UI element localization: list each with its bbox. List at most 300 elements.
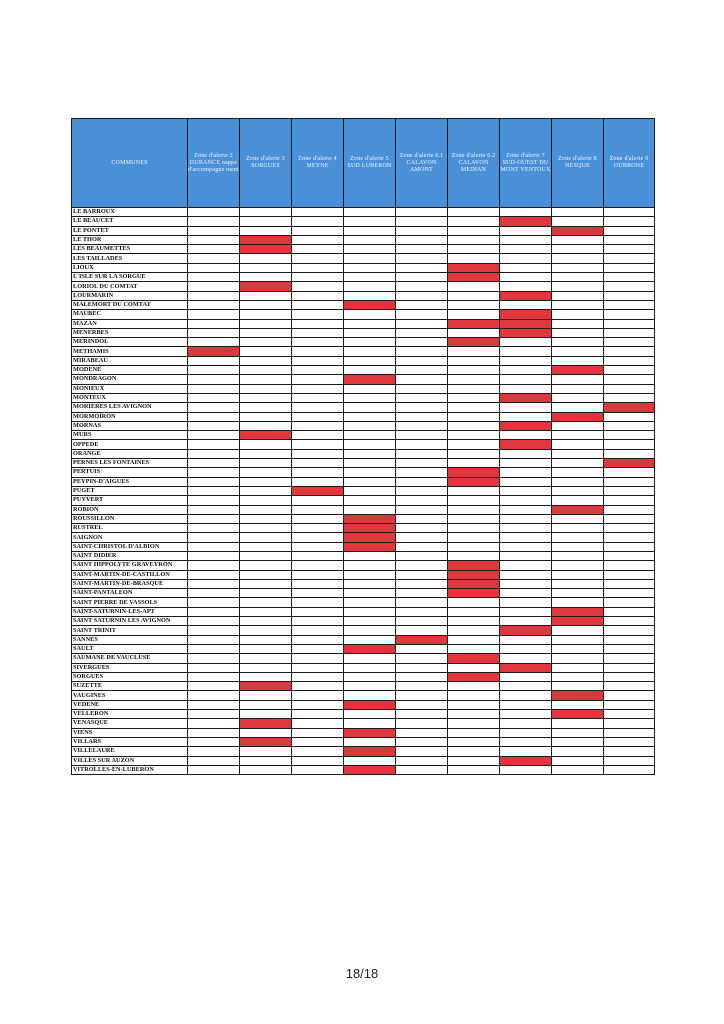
commune-name: MORIERES LES AVIGNON: [72, 403, 188, 412]
alert-cell-zone-2: [188, 310, 240, 319]
table-row: [72, 217, 655, 226]
alert-cell-zone-4: [292, 682, 344, 691]
alert-cell-zone-8: [552, 254, 604, 263]
alert-cell-zone-6-1: [396, 254, 448, 263]
alert-cell-zone-2: [188, 328, 240, 337]
alert-cell-zone-3: [240, 291, 292, 300]
commune-name: SAULT: [72, 644, 188, 653]
alert-cell-zone-7: [500, 356, 552, 365]
commune-name: MONIEUX: [72, 384, 188, 393]
alert-cell-zone-6-1: [396, 366, 448, 375]
alert-cell-zone-3: [240, 598, 292, 607]
alert-cell-zone-4: [292, 449, 344, 458]
alert-cell-zone-9: [604, 728, 655, 737]
alert-cell-zone-5: [344, 226, 396, 235]
alert-cell-zone-3: [240, 459, 292, 468]
alert-cell-zone-8: [552, 356, 604, 365]
alert-cell-marked-zone-8: [552, 412, 604, 421]
alert-cell-zone-4: [292, 691, 344, 700]
alert-cell-zone-4: [292, 710, 344, 719]
alert-cell-zone-9: [604, 691, 655, 700]
alert-cell-zone-3: [240, 617, 292, 626]
alert-cell-zone-9: [604, 617, 655, 626]
alert-cell-marked-zone-9: [604, 403, 655, 412]
alert-cell-zone-7: [500, 654, 552, 663]
alert-cell-zone-6-2: [448, 459, 500, 468]
alert-cell-zone-8: [552, 235, 604, 244]
alert-cell-zone-6-1: [396, 747, 448, 756]
alert-cell-zone-7: [500, 412, 552, 421]
table-row: [72, 551, 655, 560]
alert-cell-zone-2: [188, 356, 240, 365]
alert-cell-zone-6-1: [396, 728, 448, 737]
alert-cell-zone-9: [604, 384, 655, 393]
alert-cell-zone-7: [500, 459, 552, 468]
alert-cell-zone-6-1: [396, 691, 448, 700]
alert-cell-zone-6-1: [396, 654, 448, 663]
alert-cell-zone-2: [188, 756, 240, 765]
alert-cell-zone-3: [240, 328, 292, 337]
alert-cell-zone-6-1: [396, 644, 448, 653]
alert-cell-zone-2: [188, 245, 240, 254]
alert-cell-zone-6-1: [396, 514, 448, 523]
alert-cell-zone-2: [188, 319, 240, 328]
table-row: [72, 765, 655, 774]
commune-name: SUZETTE: [72, 682, 188, 691]
alert-cell-zone-4: [292, 235, 344, 244]
alert-cell-zone-8: [552, 310, 604, 319]
alert-cell-zone-5: [344, 570, 396, 579]
alert-cell-zone-7: [500, 737, 552, 746]
alert-cell-zone-9: [604, 700, 655, 709]
commune-name: ROBION: [72, 505, 188, 514]
table-row: [72, 654, 655, 663]
alert-cell-zone-4: [292, 226, 344, 235]
alert-cell-marked-zone-5: [344, 533, 396, 542]
alert-cell-zone-8: [552, 273, 604, 282]
header-zone-5-sud-luberon: Zone d'alerte 5 SUD LUBERON: [344, 119, 396, 208]
commune-name: RUSTREL: [72, 524, 188, 533]
commune-name: SANNES: [72, 635, 188, 644]
alert-cell-zone-4: [292, 598, 344, 607]
alert-cell-zone-4: [292, 356, 344, 365]
alert-cell-marked-zone-3: [240, 245, 292, 254]
alert-cell-marked-zone-6-2: [448, 468, 500, 477]
commune-name: VILLELAURE: [72, 747, 188, 756]
alert-cell-zone-5: [344, 719, 396, 728]
alert-cell-marked-zone-8: [552, 617, 604, 626]
alert-cell-zone-5: [344, 710, 396, 719]
alert-cell-zone-6-2: [448, 254, 500, 263]
alert-cell-zone-3: [240, 393, 292, 402]
alert-cell-zone-2: [188, 765, 240, 774]
alert-cell-zone-9: [604, 319, 655, 328]
commune-name: SAINT DIDIER: [72, 551, 188, 560]
alert-cell-zone-4: [292, 589, 344, 598]
alert-cell-zone-6-1: [396, 328, 448, 337]
alert-cell-zone-2: [188, 737, 240, 746]
alert-cell-zone-7: [500, 235, 552, 244]
alert-cell-zone-4: [292, 496, 344, 505]
alert-cell-zone-6-1: [396, 719, 448, 728]
commune-name: PERTUIS: [72, 468, 188, 477]
alert-cell-zone-7: [500, 449, 552, 458]
alert-cell-zone-6-2: [448, 710, 500, 719]
alert-cell-zone-7: [500, 245, 552, 254]
alert-cell-zone-8: [552, 291, 604, 300]
alert-cell-zone-9: [604, 486, 655, 495]
alert-cell-zone-5: [344, 273, 396, 282]
alert-cell-zone-6-1: [396, 598, 448, 607]
alert-cell-zone-9: [604, 579, 655, 588]
commune-name: ORANGE: [72, 449, 188, 458]
table-row: [72, 682, 655, 691]
alert-cell-zone-6-1: [396, 765, 448, 774]
table-row: [72, 710, 655, 719]
alert-cell-zone-2: [188, 700, 240, 709]
table-row: [72, 719, 655, 728]
alert-cell-zone-4: [292, 440, 344, 449]
table-row: [72, 756, 655, 765]
alert-cell-zone-8: [552, 375, 604, 384]
alert-cell-zone-2: [188, 598, 240, 607]
alert-cell-zone-6-2: [448, 756, 500, 765]
alert-cell-zone-6-1: [396, 551, 448, 560]
alert-cell-marked-zone-8: [552, 366, 604, 375]
alert-cell-zone-2: [188, 533, 240, 542]
alert-cell-zone-9: [604, 356, 655, 365]
alert-cell-zone-6-1: [396, 384, 448, 393]
alert-cell-zone-9: [604, 756, 655, 765]
alert-cell-zone-2: [188, 477, 240, 486]
alert-cell-marked-zone-3: [240, 682, 292, 691]
alert-cell-zone-5: [344, 319, 396, 328]
table-row: [72, 459, 655, 468]
alert-cell-zone-4: [292, 468, 344, 477]
alert-cell-zone-2: [188, 217, 240, 226]
alert-cell-marked-zone-3: [240, 282, 292, 291]
alert-cell-zone-8: [552, 700, 604, 709]
alert-cell-zone-4: [292, 654, 344, 663]
alert-cell-zone-9: [604, 747, 655, 756]
alert-cell-marked-zone-7: [500, 421, 552, 430]
alert-cell-zone-5: [344, 737, 396, 746]
table-row: [72, 356, 655, 365]
alert-cell-zone-2: [188, 747, 240, 756]
alert-cell-zone-4: [292, 310, 344, 319]
alert-cell-marked-zone-6-2: [448, 672, 500, 681]
alert-cell-zone-3: [240, 672, 292, 681]
commune-name: L'ISLE SUR LA SORGUE: [72, 273, 188, 282]
alert-cell-zone-6-2: [448, 440, 500, 449]
table-row: [72, 245, 655, 254]
alert-cell-zone-7: [500, 765, 552, 774]
table-row: [72, 338, 655, 347]
alert-cell-zone-5: [344, 235, 396, 244]
alert-cell-zone-6-1: [396, 570, 448, 579]
commune-name: SAINT-CHRISTOL D'ALBION: [72, 542, 188, 551]
alert-cell-zone-4: [292, 328, 344, 337]
alert-cell-zone-3: [240, 691, 292, 700]
alert-cell-zone-8: [552, 440, 604, 449]
alert-cell-zone-7: [500, 589, 552, 598]
table-row: [72, 514, 655, 523]
alert-cell-zone-2: [188, 514, 240, 523]
alert-cell-zone-5: [344, 477, 396, 486]
alert-cell-zone-5: [344, 756, 396, 765]
alert-cell-zone-8: [552, 384, 604, 393]
alert-cell-zone-9: [604, 347, 655, 356]
commune-name: OPPEDE: [72, 440, 188, 449]
commune-name: VELLERON: [72, 710, 188, 719]
alert-cell-marked-zone-5: [344, 375, 396, 384]
alert-cell-zone-8: [552, 626, 604, 635]
alert-cell-marked-zone-6-2: [448, 263, 500, 272]
alert-cell-zone-6-2: [448, 245, 500, 254]
alert-cell-zone-6-1: [396, 486, 448, 495]
alert-cell-zone-4: [292, 366, 344, 375]
alert-cell-zone-6-2: [448, 765, 500, 774]
alert-cell-zone-3: [240, 542, 292, 551]
alert-cell-zone-5: [344, 338, 396, 347]
alert-cell-zone-5: [344, 217, 396, 226]
alert-cell-zone-6-2: [448, 598, 500, 607]
alert-cell-zone-9: [604, 589, 655, 598]
alert-cell-zone-4: [292, 756, 344, 765]
alert-cell-zone-6-2: [448, 691, 500, 700]
alert-cell-zone-4: [292, 245, 344, 254]
alert-cell-zone-8: [552, 496, 604, 505]
alert-cell-zone-6-2: [448, 747, 500, 756]
alert-cell-zone-7: [500, 710, 552, 719]
table-row: [72, 728, 655, 737]
commune-name: MODENE: [72, 366, 188, 375]
alert-cell-zone-3: [240, 477, 292, 486]
alert-cell-zone-3: [240, 486, 292, 495]
commune-name: LIOUX: [72, 263, 188, 272]
alert-cell-zone-2: [188, 273, 240, 282]
alert-cell-zone-3: [240, 747, 292, 756]
alert-cell-zone-7: [500, 672, 552, 681]
commune-name: VENASQUE: [72, 719, 188, 728]
alert-cell-zone-6-2: [448, 310, 500, 319]
alert-cell-zone-5: [344, 505, 396, 514]
alert-cell-zone-2: [188, 393, 240, 402]
commune-name: LOURMARIN: [72, 291, 188, 300]
alert-cell-zone-6-1: [396, 356, 448, 365]
header-zone-6-2-calavon-median: Zone d'alerte 6.2 CALAVON MEDIAN: [448, 119, 500, 208]
table-row: [72, 672, 655, 681]
alert-cell-zone-6-1: [396, 449, 448, 458]
alert-cell-zone-8: [552, 672, 604, 681]
alert-cell-zone-3: [240, 384, 292, 393]
alert-cell-zone-6-1: [396, 347, 448, 356]
alert-cell-zone-8: [552, 654, 604, 663]
alert-cell-zone-7: [500, 375, 552, 384]
alert-cell-zone-9: [604, 654, 655, 663]
alert-cell-zone-8: [552, 598, 604, 607]
alert-cell-zone-2: [188, 728, 240, 737]
alert-cell-zone-6-2: [448, 347, 500, 356]
alert-cell-zone-9: [604, 310, 655, 319]
alert-cell-zone-9: [604, 514, 655, 523]
zone-alert-table: [71, 118, 655, 775]
table-row: [72, 644, 655, 653]
alert-cell-zone-9: [604, 366, 655, 375]
table-row: [72, 607, 655, 616]
alert-cell-zone-3: [240, 524, 292, 533]
header-zone-6-1-calavon-amont: Zone d'alerte 6.1 CALAVON AMONT: [396, 119, 448, 208]
table-row: [72, 449, 655, 458]
alert-cell-zone-6-1: [396, 496, 448, 505]
alert-cell-marked-zone-5: [344, 728, 396, 737]
alert-cell-zone-2: [188, 607, 240, 616]
alert-cell-marked-zone-7: [500, 756, 552, 765]
alert-cell-zone-6-1: [396, 542, 448, 551]
alert-cell-zone-2: [188, 412, 240, 421]
commune-name: SAINT-MARTIN-DE-CASTILLON: [72, 570, 188, 579]
alert-cell-zone-4: [292, 254, 344, 263]
alert-cell-zone-7: [500, 700, 552, 709]
commune-name: VILLARS: [72, 737, 188, 746]
alert-cell-zone-6-1: [396, 682, 448, 691]
alert-cell-zone-7: [500, 347, 552, 356]
table-row: [72, 737, 655, 746]
alert-cell-zone-4: [292, 477, 344, 486]
alert-cell-zone-6-1: [396, 440, 448, 449]
alert-cell-zone-9: [604, 765, 655, 774]
alert-cell-zone-6-2: [448, 328, 500, 337]
alert-cell-zone-6-1: [396, 235, 448, 244]
alert-cell-zone-9: [604, 217, 655, 226]
alert-cell-zone-8: [552, 319, 604, 328]
alert-cell-zone-7: [500, 384, 552, 393]
alert-cell-zone-8: [552, 524, 604, 533]
alert-cell-zone-9: [604, 375, 655, 384]
alert-cell-zone-4: [292, 579, 344, 588]
alert-cell-zone-8: [552, 338, 604, 347]
alert-cell-zone-6-2: [448, 719, 500, 728]
alert-cell-zone-7: [500, 728, 552, 737]
alert-cell-marked-zone-3: [240, 431, 292, 440]
alert-cell-zone-3: [240, 589, 292, 598]
alert-cell-zone-6-2: [448, 235, 500, 244]
alert-cell-zone-4: [292, 561, 344, 570]
alert-cell-marked-zone-6-2: [448, 561, 500, 570]
alert-cell-zone-8: [552, 747, 604, 756]
alert-cell-zone-5: [344, 496, 396, 505]
alert-cell-zone-2: [188, 263, 240, 272]
alert-cell-zone-9: [604, 626, 655, 635]
alert-cell-zone-9: [604, 328, 655, 337]
table-row: [72, 570, 655, 579]
alert-cell-zone-2: [188, 710, 240, 719]
alert-cell-zone-7: [500, 477, 552, 486]
alert-cell-zone-3: [240, 579, 292, 588]
table-row: [72, 208, 655, 217]
alert-cell-zone-6-2: [448, 384, 500, 393]
alert-cell-marked-zone-5: [344, 524, 396, 533]
alert-cell-zone-6-1: [396, 403, 448, 412]
alert-cell-zone-9: [604, 226, 655, 235]
alert-cell-zone-5: [344, 459, 396, 468]
alert-cell-zone-2: [188, 403, 240, 412]
alert-cell-zone-3: [240, 226, 292, 235]
alert-cell-zone-3: [240, 496, 292, 505]
alert-cell-zone-3: [240, 635, 292, 644]
table-row: [72, 700, 655, 709]
alert-cell-marked-zone-8: [552, 607, 604, 616]
commune-name: MAUBEC: [72, 310, 188, 319]
table-row: [72, 626, 655, 635]
alert-cell-zone-8: [552, 449, 604, 458]
alert-cell-zone-6-1: [396, 310, 448, 319]
alert-cell-zone-2: [188, 551, 240, 560]
commune-name: SAINT-SATURNIN-LES-APT: [72, 607, 188, 616]
alert-cell-zone-9: [604, 449, 655, 458]
alert-cell-zone-7: [500, 598, 552, 607]
alert-cell-zone-8: [552, 421, 604, 430]
alert-cell-zone-7: [500, 254, 552, 263]
alert-cell-zone-6-1: [396, 291, 448, 300]
alert-cell-zone-9: [604, 431, 655, 440]
alert-cell-zone-3: [240, 273, 292, 282]
commune-name: LE BEAUCET: [72, 217, 188, 226]
alert-cell-zone-2: [188, 635, 240, 644]
alert-cell-zone-9: [604, 440, 655, 449]
commune-name: SAUMANE DE VAUCLUSE: [72, 654, 188, 663]
header-zone-3-sorgues: Zone d'alerte 3 SORGUES: [240, 119, 292, 208]
alert-cell-zone-4: [292, 719, 344, 728]
alert-cell-zone-9: [604, 291, 655, 300]
alert-cell-zone-8: [552, 431, 604, 440]
commune-name: MONDRAGON: [72, 375, 188, 384]
alert-cell-zone-9: [604, 710, 655, 719]
table-row: [72, 393, 655, 402]
alert-cell-zone-5: [344, 356, 396, 365]
alert-cell-marked-zone-6-2: [448, 338, 500, 347]
alert-cell-zone-2: [188, 644, 240, 653]
alert-cell-zone-4: [292, 273, 344, 282]
alert-cell-zone-3: [240, 551, 292, 560]
alert-cell-zone-6-1: [396, 524, 448, 533]
alert-cell-zone-2: [188, 384, 240, 393]
alert-cell-zone-3: [240, 254, 292, 263]
alert-cell-marked-zone-5: [344, 542, 396, 551]
header-communes: COMMUNES: [72, 119, 188, 208]
alert-cell-zone-8: [552, 663, 604, 672]
commune-name: LES TAILLADES: [72, 254, 188, 263]
alert-cell-marked-zone-4: [292, 486, 344, 495]
alert-cell-zone-8: [552, 217, 604, 226]
alert-cell-zone-3: [240, 319, 292, 328]
alert-cell-zone-6-2: [448, 551, 500, 560]
alert-cell-zone-8: [552, 347, 604, 356]
zone-alert-table-wrapper: [71, 118, 655, 775]
alert-cell-zone-6-2: [448, 626, 500, 635]
alert-cell-zone-4: [292, 291, 344, 300]
alert-cell-zone-3: [240, 300, 292, 309]
alert-cell-zone-2: [188, 570, 240, 579]
commune-name: VILLES SUR AUZON: [72, 756, 188, 765]
alert-cell-zone-7: [500, 263, 552, 272]
alert-cell-zone-4: [292, 607, 344, 616]
alert-cell-zone-5: [344, 626, 396, 635]
alert-cell-zone-4: [292, 319, 344, 328]
alert-cell-zone-9: [604, 570, 655, 579]
alert-cell-marked-zone-7: [500, 440, 552, 449]
alert-cell-zone-8: [552, 542, 604, 551]
